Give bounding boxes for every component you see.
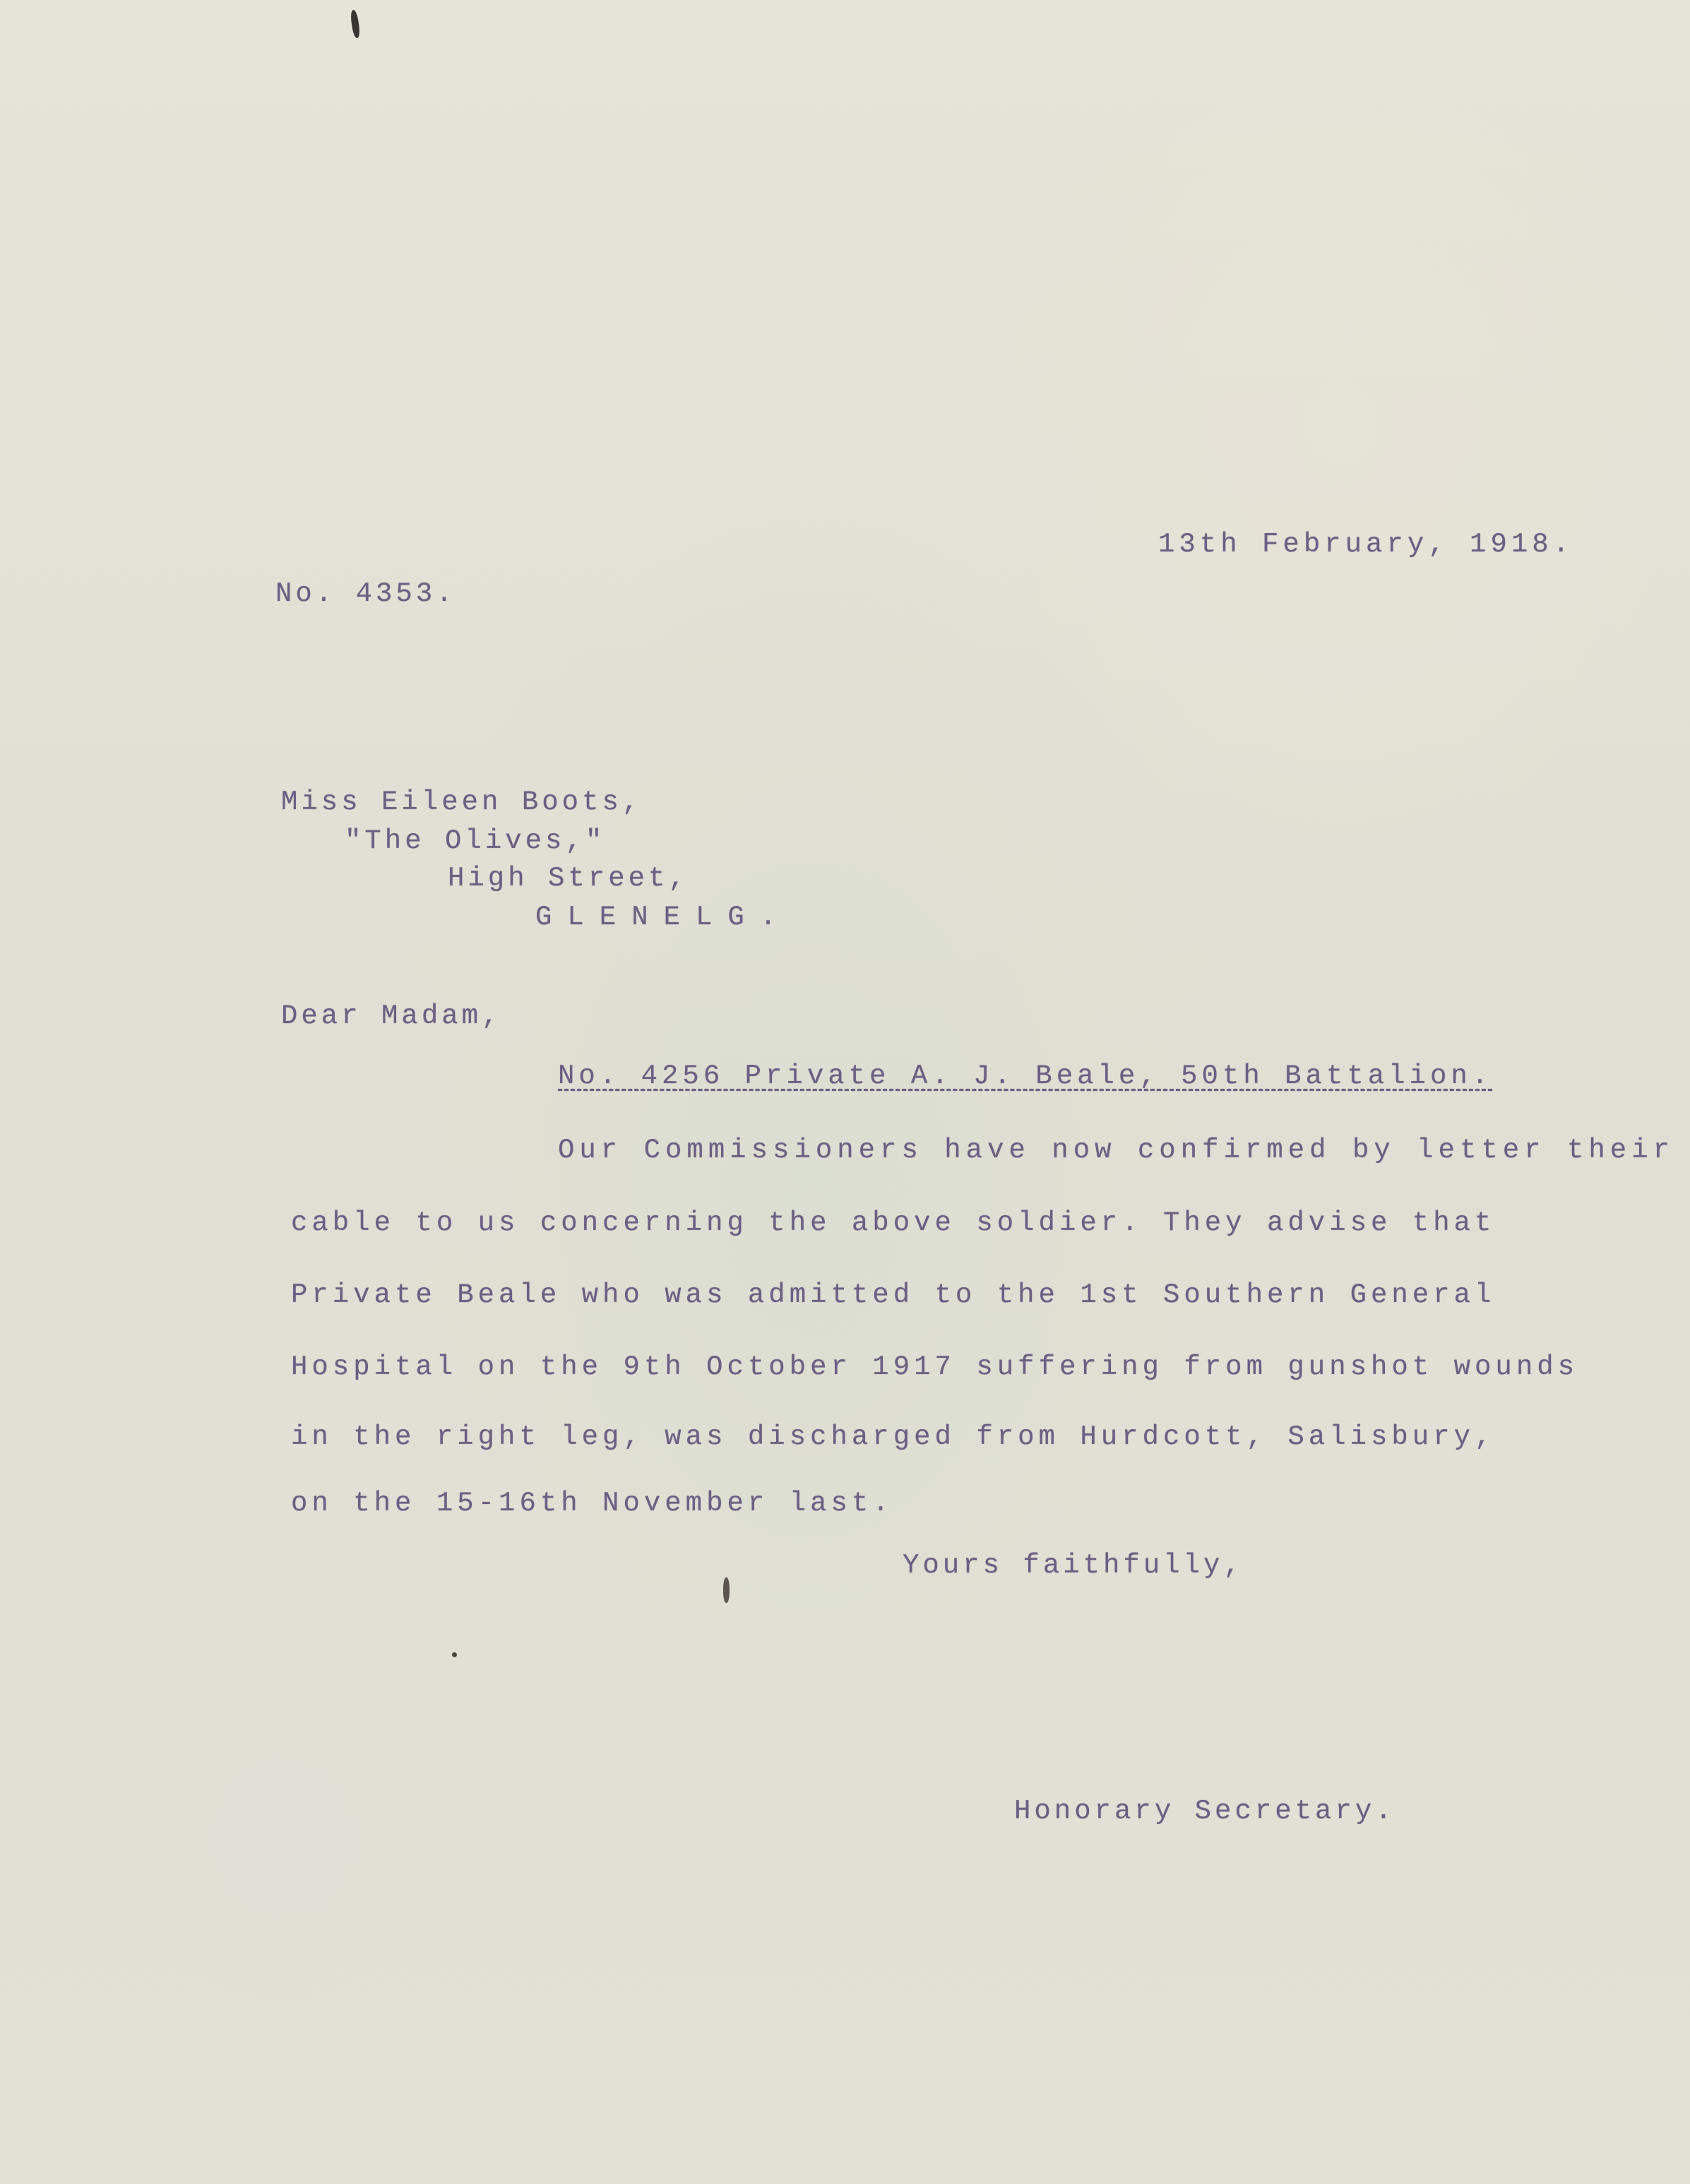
reference-number: No. 4353. xyxy=(275,578,456,609)
letter-date: 13th February, 1918. xyxy=(1158,529,1574,560)
body-line: Hospital on the 9th October 1917 suffering from gunshot wounds xyxy=(291,1351,1579,1383)
ink-speck xyxy=(723,1577,730,1603)
body-line: in the right leg, was discharged from Hurdcott, Salisbury, xyxy=(291,1421,1496,1452)
body-line: on the 15-16th November last. xyxy=(291,1488,893,1519)
subject-line: No. 4256 Private A. J. Beale, 50th Battalion. xyxy=(558,1061,1493,1092)
recipient-street: High Street, xyxy=(448,863,689,894)
salutation: Dear Madam, xyxy=(281,1001,502,1032)
recipient-house: "The Olives," xyxy=(345,825,606,857)
signature-title: Honorary Secretary. xyxy=(1014,1796,1396,1827)
recipient-name: Miss Eileen Boots, xyxy=(281,787,643,818)
closing: Yours faithfully, xyxy=(903,1550,1244,1581)
recipient-town: GLENELG. xyxy=(535,902,792,933)
ink-speck xyxy=(452,1652,457,1657)
body-line: Private Beale who was admitted to the 1st Southern General xyxy=(291,1279,1496,1311)
body-line: Our Commissioners have now confirmed by letter their xyxy=(558,1135,1674,1166)
body-line: cable to us concerning the above soldier. They advise that xyxy=(291,1207,1496,1239)
ink-speck xyxy=(350,9,360,38)
